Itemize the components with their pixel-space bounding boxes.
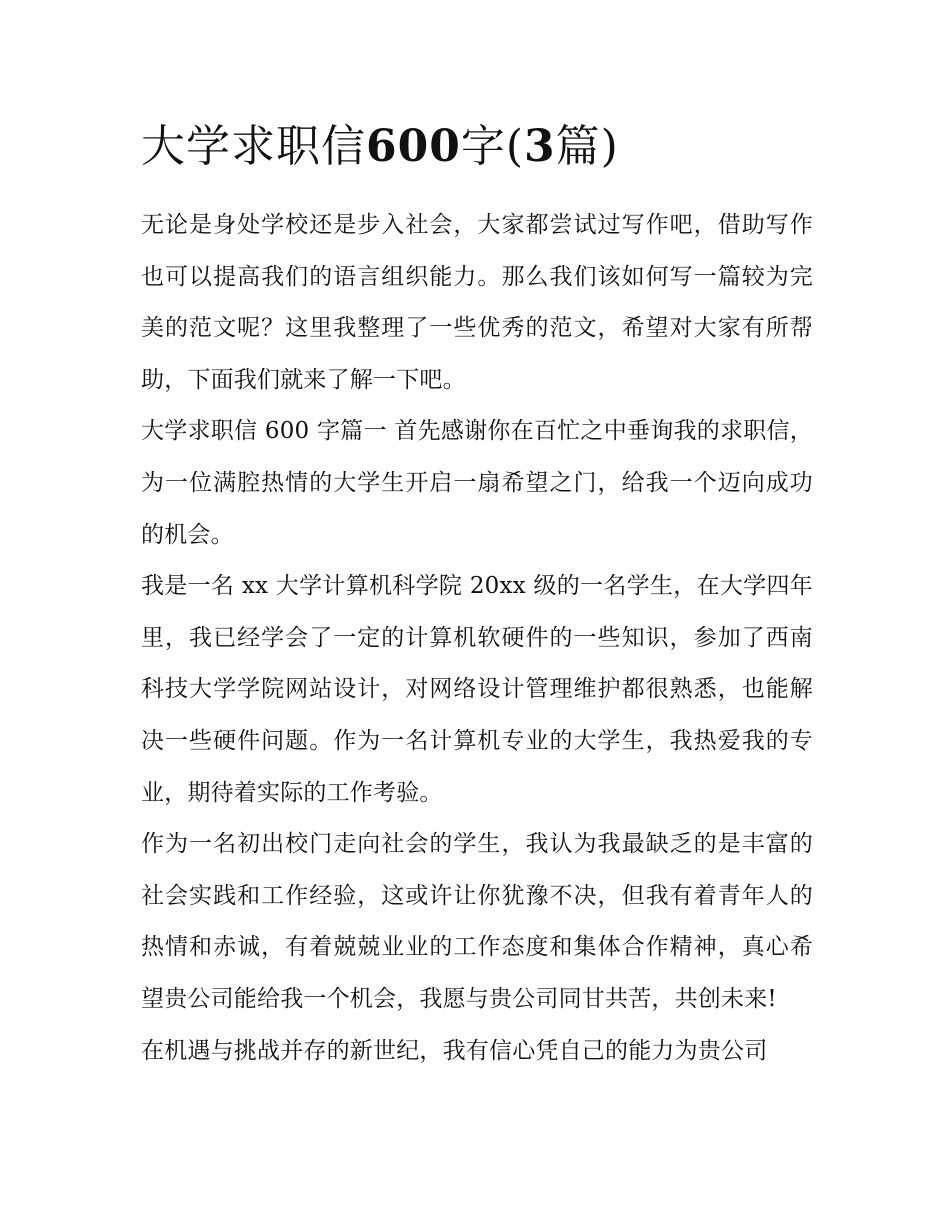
document-title [141, 112, 813, 182]
title-text-1: 大学求职信 [141, 121, 366, 172]
title-number-3: 3 [524, 121, 556, 172]
title-number-600: 600 [366, 121, 461, 172]
paragraph-closing: 在机遇与挑战并存的新世纪，我有信心凭自己的能力为贵公司 [141, 1037, 768, 1064]
paragraph-motivation: 作为一名初出校门走向社会的学生，我认为我最缺乏的是丰富的社会实践和工作经验，这或许让你犹豫不决，但我有着青年人的热情和赤诚，有着兢兢业业的工作态度和集体合作精神，真心希望贵公司能给我一个机会，我愿与贵公司同甘共苦，共创未来! [141, 831, 813, 1012]
document-page [141, 112, 813, 1077]
document-body [141, 200, 813, 1077]
title-text-2: 字( [460, 121, 525, 172]
paragraph-letter-opening: 大学求职信 600 字篇一 首先感谢你在百忙之中垂询我的求职信，为一位满腔热情的大学生开启一扇希望之门，给我一个迈向成功的机会。 [141, 418, 813, 548]
paragraph-intro: 无论是身处学校还是步入社会，大家都尝试过写作吧，借助写作也可以提高我们的语言组织能力。那么我们该如何写一篇较为完美的范文呢？这里我整理了一些优秀的范文，希望对大家有所帮助，下面我们就来了解一下吧。 [141, 212, 813, 393]
title-text-3: 篇) [555, 121, 619, 172]
paragraph-background: 我是一名 xx 大学计算机科学院 20xx 级的一名学生，在大学四年里，我已经学会了一定的计算机软硬件的一些知识，参加了西南科技大学学院网站设计，对网络设计管理维护都很熟悉，也能解决一些硬件问题。作为一名计算机专业的大学生，我热爱我的专业，期待着实际的工作考验。 [141, 573, 813, 806]
